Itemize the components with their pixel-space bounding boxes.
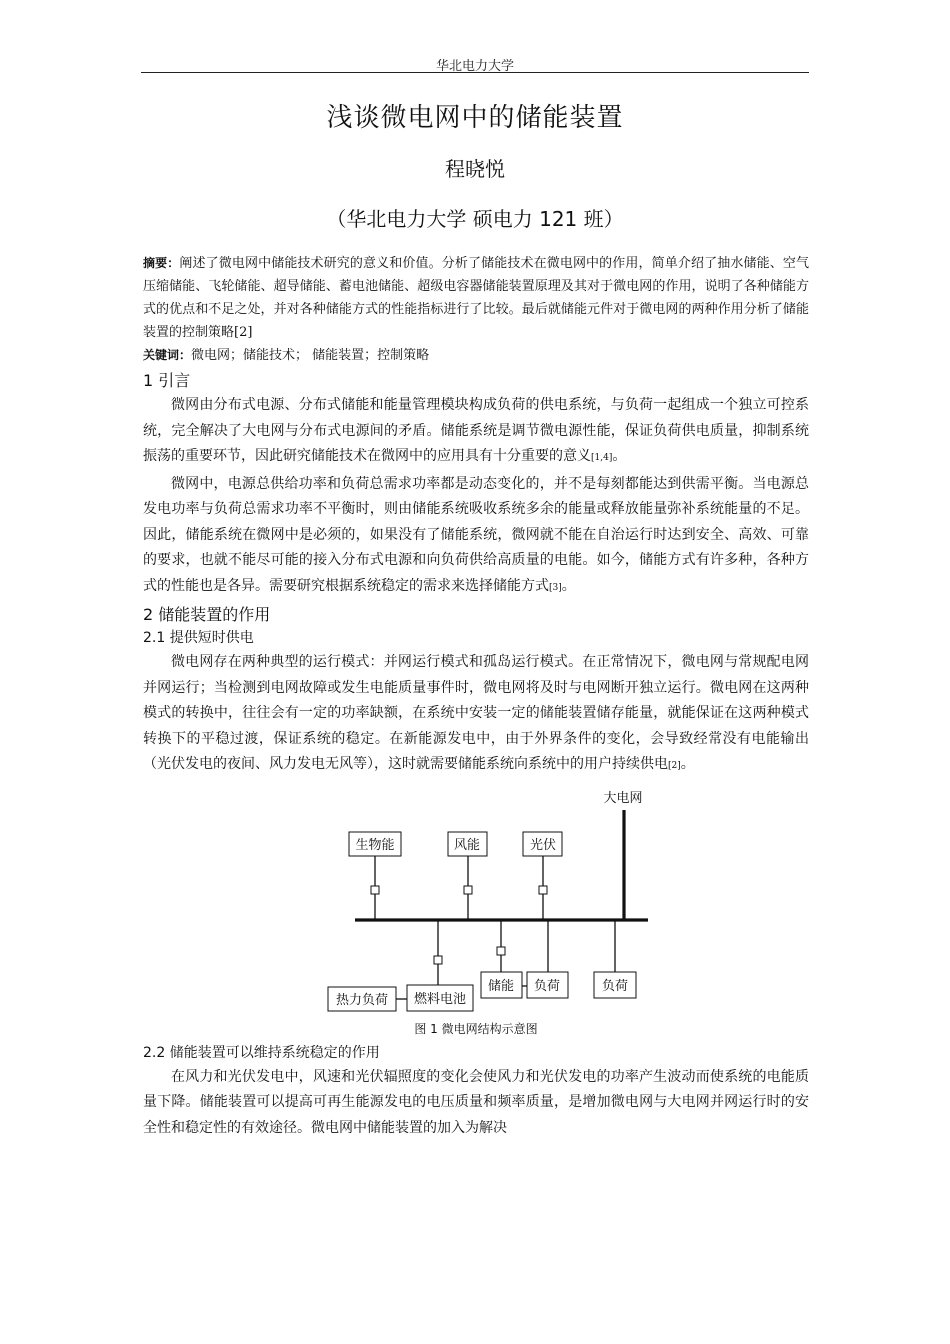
biomass-switch-icon — [371, 886, 379, 894]
microgrid-diagram — [143, 784, 809, 1020]
keywords — [143, 344, 809, 367]
fuelcell-switch-icon — [434, 956, 442, 964]
figure-microgrid — [143, 784, 809, 1042]
section-1-paragraph-2 — [143, 472, 809, 602]
keywords-text: 微电网；储能技术； 储能装置；控制策略 — [191, 348, 430, 363]
abstract — [143, 252, 809, 344]
s21-p1-cite: [2] — [668, 761, 681, 771]
label-storage: 储能 — [487, 978, 515, 994]
label-heat-load: 热力负荷 — [335, 992, 389, 1008]
wind-switch-icon — [464, 886, 472, 894]
label-grid: 大电网 — [603, 790, 643, 806]
paper-body — [143, 252, 809, 1141]
label-load1: 负荷 — [533, 978, 561, 994]
paper-title: 浅谈微电网中的储能装置 — [326, 103, 624, 133]
label-fuel-cell: 燃料电池 — [413, 991, 467, 1007]
section-2-heading: 2 储能装置的作用 — [143, 605, 271, 624]
author-name: 程晓悦 — [445, 157, 505, 181]
pv-switch-icon — [539, 886, 547, 894]
label-pv: 光伏 — [529, 837, 557, 853]
keywords-label: 关键词： — [143, 348, 192, 362]
header-rule — [141, 72, 809, 73]
page-header: 华北电力大学 — [435, 59, 514, 74]
s1-p1-cite: [1,4] — [591, 453, 613, 463]
section-2-1-paragraph — [143, 650, 809, 780]
affiliation: （华北电力大学 硕电力 121 班） — [326, 207, 624, 231]
abstract-cite: [2] — [234, 325, 253, 340]
s1-p2-cite: [3] — [549, 582, 562, 593]
abstract-text: 阐述了微电网中储能技术研究的意义和价值。分析了储能技术在微电网中的作用，简单介绍了抽水储能、空气压缩储能、飞轮储能、超导储能、蓄电池储能、超级电容器储能装置原理及其对于微电网的作用，说明了各种储能方式的优点和不足之处，并对各种储能方式的性能指标进行了比较。最后就储能元件对于微电网的两种作用分析了储能装置的控制策略 — [143, 256, 809, 340]
abstract-label: 摘要： — [143, 256, 180, 270]
section-1-heading: 1 引言 — [143, 371, 191, 390]
section-2-2-paragraph: 在风力和光伏发电中，风速和光伏辐照度的变化会使风力和光伏发电的功率产生波动而使系统的电能质量下降。储能装置可以提高可再生能源发电的电压质量和频率质量，是增加微电网与大电网并网运行时的安全性和稳定性的有效途径。微电网中储能装置的加入为解决 — [143, 1068, 809, 1136]
s21-p1-text: 微电网存在两种典型的运行模式：并网运行模式和孤岛运行模式。在正常情况下，微电网与常规配电网并网运行；当检测到电网故障或发生电能质量事件时，微电网将及时与电网断开独立运行。微电网在这两种模式的转换中，往往会有一定的功率缺额，在系统中安装一定的储能装置储存能量，就能保证在这两种模式转换下的平稳过渡，保证系统的稳定。在新能源发电中，由于外界条件的变化，会导致经常没有电能输出（光伏发电的夜间、风力发电无风等），这时就需要储能系统向系统中的用户持续供电 — [143, 654, 809, 772]
figure-caption: 图 1 微电网结构示意图 — [414, 1021, 538, 1036]
s1-p1-end: 。 — [612, 448, 627, 464]
s21-p1-end: 。 — [680, 756, 695, 772]
s1-p1-text: 微网由分布式电源、分布式储能和能量管理模块构成负荷的供电系统，与负荷一起组成一个独立可控系统，完全解决了大电网与分布式电源间的矛盾。储能系统是调节微电源性能，保证负荷供电质量，抑制系统振荡的重要环节，因此研究储能技术在微网中的应用具有十分重要的意义 — [143, 397, 809, 464]
label-biomass: 生物能 — [355, 837, 395, 853]
s1-p2-end: 。 — [561, 577, 576, 594]
section-2-1-heading: 2.1 提供短时供电 — [143, 630, 254, 646]
label-load2: 负荷 — [601, 978, 629, 994]
label-wind: 风能 — [453, 837, 481, 853]
section-2-2-heading: 2.2 储能装置可以维持系统稳定的作用 — [143, 1044, 380, 1061]
section-1-paragraph-1 — [143, 393, 809, 472]
storage-switch-icon — [497, 947, 505, 955]
s1-p2-text: 微网中，电源总供给功率和负荷总需求功率都是动态变化的，并不是每刻都能达到供需平衡。当电源总发电功率与负荷总需求功率不平衡时，则由储能系统吸收系统多余的能量或释放能量弥补系统能量的不足。因此，储能系统在微网中是必须的，如果没有了储能系统，微网就不能在自治运行时达到安全、高效、可靠的要求，也就不能尽可能的接入分布式电源和向负荷供给高质量的电能。如今，储能方式有许多种，各种方式的性能也是各异。需要研究根据系统稳定的需求来选择储能方式 — [143, 475, 809, 594]
